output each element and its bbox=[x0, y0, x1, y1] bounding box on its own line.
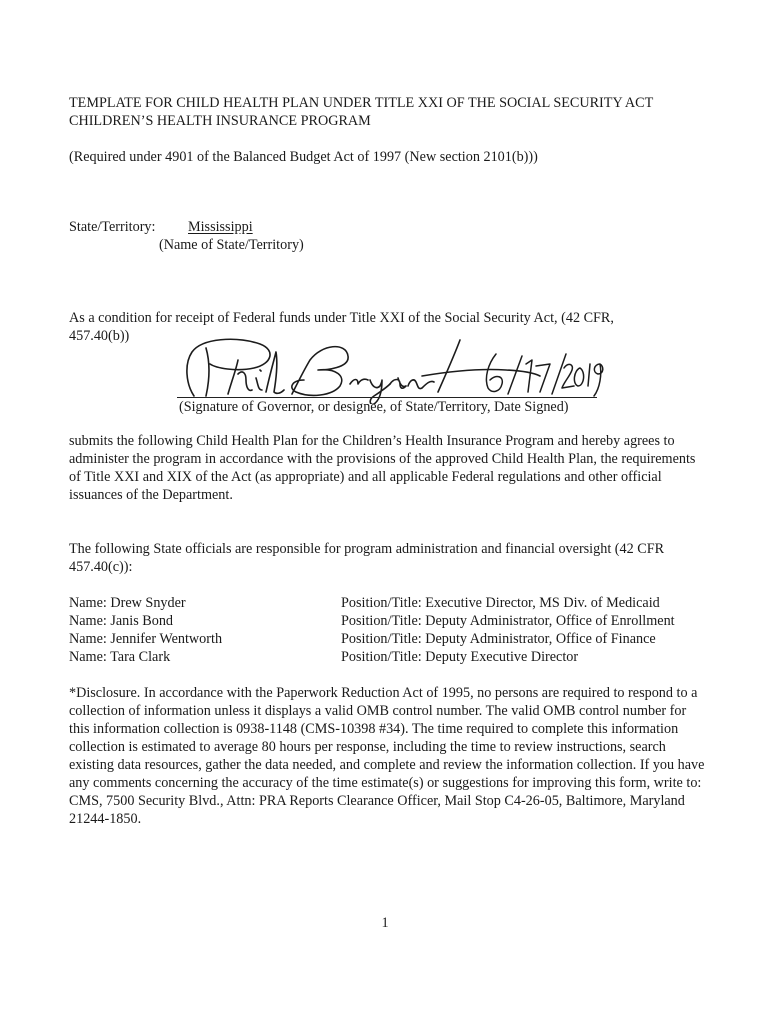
official-position: Position/Title: Deputy Administrator, Office of Enrollment bbox=[341, 613, 675, 629]
official-name: Name: Janis Bond bbox=[69, 613, 174, 629]
official-name: Name: Drew Snyder bbox=[69, 595, 186, 611]
required-under-text: (Required under 4901 of the Balanced Budget Act of 1997 (New section 2101(b))) bbox=[69, 149, 538, 165]
state-territory-label: State/Territory: bbox=[69, 219, 156, 235]
officials-list bbox=[69, 594, 729, 666]
official-name: Name: Tara Clark bbox=[69, 649, 171, 665]
document-title-line-1: TEMPLATE FOR CHILD HEALTH PLAN UNDER TITLE XXI OF THE SOCIAL SECURITY ACT bbox=[69, 95, 654, 111]
official-row bbox=[69, 612, 729, 630]
document-title-line-2: CHILDREN’S HEALTH INSURANCE PROGRAM bbox=[69, 113, 371, 129]
signature-caption: (Signature of Governor, or designee, of State/Territory, Date Signed) bbox=[179, 399, 569, 415]
official-position: Position/Title: Deputy Administrator, Office of Finance bbox=[341, 631, 656, 647]
submits-paragraph: submits the following Child Health Plan for the Children’s Health Insurance Program and hereby agrees to administer the program in accordance with the provisions of the approved Child Health Plan, the requirements of Title XXI and XIX of the Act (as appropriate) and all applicable Federal regulations and other official issuances of the Department. bbox=[69, 433, 696, 503]
official-row bbox=[69, 630, 729, 648]
official-position: Position/Title: Deputy Executive Director bbox=[341, 649, 579, 665]
official-row bbox=[69, 648, 729, 666]
official-row bbox=[69, 594, 729, 612]
officials-intro: The following State officials are responsible for program administration and financial oversight (42 CFR 457.40(c)): bbox=[69, 541, 665, 575]
state-territory-value: Mississippi bbox=[188, 219, 253, 235]
condition-text: As a condition for receipt of Federal funds under Title XXI of the Social Security Act, (42 CFR, 457.40(b)) bbox=[69, 310, 614, 344]
governor-signature bbox=[176, 334, 606, 404]
official-position: Position/Title: Executive Director, MS Div. of Medicaid bbox=[341, 595, 660, 611]
state-territory-caption: (Name of State/Territory) bbox=[159, 237, 304, 253]
official-name: Name: Jennifer Wentworth bbox=[69, 631, 223, 647]
page-number: 1 bbox=[381, 915, 389, 931]
disclosure-paragraph: *Disclosure. In accordance with the Paperwork Reduction Act of 1995, no persons are required to respond to a collection of information unless it displays a valid OMB control number. The valid OMB control number for this information collection is 0938-1148 (CMS-10398 #34). The time required to complete this information collection is estimated to average 80 hours per response, including the time to review instructions, search existing data resources, gather the data needed, and complete and review the information collection. If you have any comments concerning the accuracy of the time estimate(s) or suggestions for improving this form, write to: CMS, 7500 Security Blvd., Attn: PRA Reports Clearance Officer, Mail Stop C4-26-05, Baltimore, Maryland 21244-1850. bbox=[69, 685, 705, 827]
